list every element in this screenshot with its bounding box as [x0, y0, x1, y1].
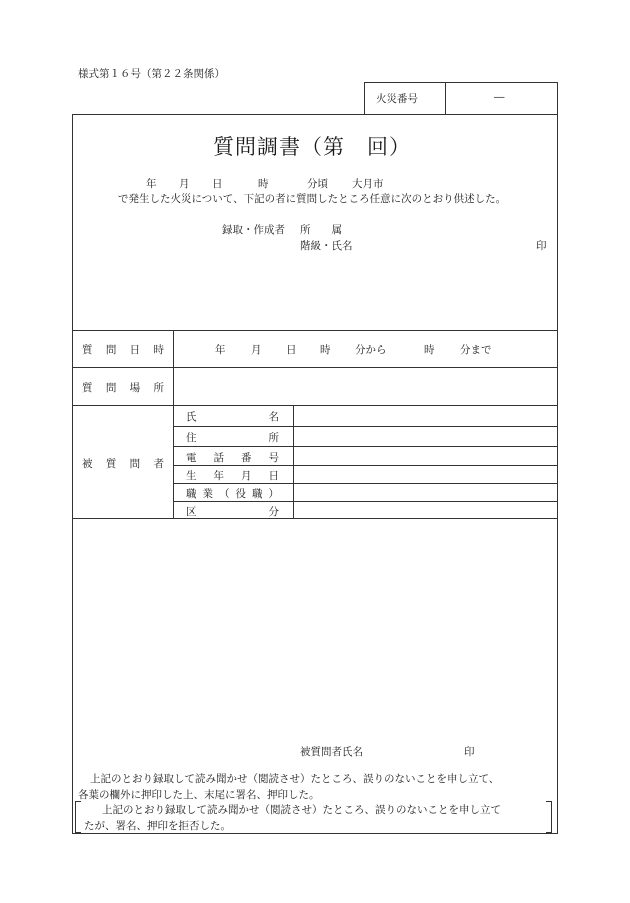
respondent-field-occupation: 職業（役職）	[186, 488, 279, 500]
qdt-year: 年	[215, 344, 226, 356]
label-column-divider	[173, 330, 174, 518]
refusal-bracket-right	[546, 801, 552, 833]
refusal-line-1: 上記のとおり録取して読み聞かせ（閲読させ）たところ、誤りのないことを申し立て	[102, 804, 501, 816]
respondent-block-bottom	[72, 518, 557, 519]
respondent-label: 被質問者	[82, 458, 164, 470]
question-place-label: 質問場所	[82, 382, 164, 394]
respondent-row-1-bottom	[173, 426, 557, 427]
respondent-row-2-bottom	[173, 446, 557, 447]
date-day-label: 日	[212, 178, 223, 190]
signature-label: 被質問者氏名	[300, 746, 363, 758]
statement-text: で発生した火災について、下記の者に質問したところ任意に次のとおり供述した。	[118, 193, 507, 205]
date-city-label: 大月市	[352, 178, 384, 190]
qdt-minute-from: 分から	[355, 344, 387, 356]
respondent-row-4-bottom	[173, 483, 557, 484]
date-year-label: 年	[146, 178, 157, 190]
recorder-affiliation-label: 所 属	[300, 224, 342, 236]
respondent-row-5-bottom	[173, 501, 557, 502]
qdt-month: 月	[251, 344, 262, 356]
respondent-row-3-bottom	[173, 465, 557, 466]
date-minute-label: 分頃	[307, 178, 328, 190]
fire-number-box-left	[364, 82, 365, 114]
respondent-field-name: 氏名	[186, 411, 279, 423]
datetime-row-top	[72, 330, 557, 331]
recorder-rank-name-label: 階級・氏名	[300, 240, 353, 252]
footer-line-2: 各葉の欄外に押印した上、末尾に署名、押印した。	[78, 789, 320, 801]
footer-line-1: 上記のとおり録取して読み聞かせ（閲読させ）たところ、誤りのないことを申し立て、	[90, 773, 500, 785]
question-datetime-label: 質問日時	[82, 344, 164, 356]
page-title: 質問調書（第 回）	[213, 135, 411, 159]
respondent-field-category: 区分	[186, 506, 279, 518]
date-hour-label: 時	[258, 178, 269, 190]
recorder-label: 録取・作成者	[222, 224, 285, 236]
fire-number-box-top	[364, 82, 557, 83]
fire-number-box-divider	[445, 82, 446, 114]
qdt-hour-to: 時	[424, 344, 435, 356]
signature-seal-mark: 印	[464, 746, 475, 758]
refusal-line-2: たが、署名、押印を拒否した。	[84, 820, 231, 832]
place-row-bottom	[72, 405, 557, 406]
respondent-field-birthdate: 生年月日	[186, 470, 279, 482]
fire-number-value: ―	[494, 91, 505, 103]
datetime-row-bottom	[72, 367, 557, 368]
fire-number-label: 火災番号	[376, 93, 418, 105]
qdt-day: 日	[286, 344, 297, 356]
respondent-field-phone: 電話番号	[186, 452, 279, 464]
qdt-minute-until: 分まで	[460, 344, 492, 356]
recorder-seal-mark: 印	[536, 240, 547, 252]
form-header: 様式第１６号（第２２条関係）	[78, 68, 225, 80]
refusal-bracket-left	[75, 801, 81, 833]
qdt-hour: 時	[320, 344, 331, 356]
fire-number-box-right	[557, 82, 558, 114]
date-month-label: 月	[179, 178, 190, 190]
respondent-field-address: 住所	[186, 432, 279, 444]
